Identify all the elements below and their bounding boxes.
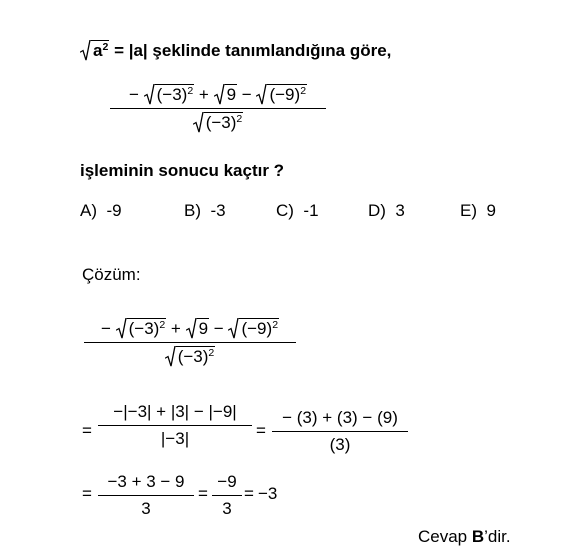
term1: (−3) [128,319,160,338]
sqrt-a-squared [80,40,109,61]
radical-sign-icon [165,346,176,367]
option-value: 9 [486,201,496,220]
option-label: E) [460,201,477,220]
option-b[interactable] [184,201,226,221]
radical-sign-icon [193,112,204,133]
step2-numerator: − (3) + (3) − (9) [282,408,398,427]
equals-sign: = [82,484,92,503]
fraction-bar [98,495,194,496]
radical-sign-icon [186,318,197,339]
sqrt-term3 [256,84,307,105]
solution-heading: Çözüm: [82,265,141,284]
den-term: (−3) [205,113,237,132]
sqrt-term1 [116,318,167,339]
step2-denominator: (3) [329,435,351,454]
option-e[interactable] [460,201,496,221]
term1-exponent: 2 [187,85,194,98]
equals-sign: = [198,484,208,503]
exponent: 2 [102,41,109,54]
equals-sign: = [82,421,92,440]
answer-line [418,527,511,547]
radical-sign-icon [116,318,127,339]
sqrt-term3 [228,318,279,339]
equals-sign: = [244,484,254,503]
expression-denominator [110,112,326,133]
expression-numerator [84,318,296,339]
term1-exponent: 2 [159,319,166,332]
question-expression [110,84,326,133]
term3: (−9) [269,85,301,104]
sqrt-term1 [144,84,195,105]
radical-sign-icon [256,84,267,105]
term2: 9 [198,319,209,338]
option-label: B) [184,201,201,220]
sqrt-term2 [186,318,209,339]
step3-numerator: −3 + 3 − 9 [107,472,185,491]
plus-sign: + [170,319,181,338]
fraction-bar [212,495,242,496]
answer-letter: B [471,527,485,546]
step1-fraction [98,402,252,449]
term3: (−9) [241,319,273,338]
term3-exponent: 2 [300,85,307,98]
option-value: -1 [303,201,319,220]
minus-sign: − [241,85,252,104]
option-value: -9 [106,201,122,220]
radical-sign-icon [144,84,155,105]
sqrt-den [165,346,216,367]
sqrt-term2 [214,84,237,105]
step1-numerator: −|−3| + |3| − |−9| [113,402,237,421]
equals-sign: = [256,421,266,440]
option-value: 3 [395,201,405,220]
step3-fraction [98,472,194,519]
answer-prefix: Cevap [418,527,472,546]
fraction-bar [98,425,252,426]
den-exponent: 2 [236,113,243,126]
fraction-bar [110,108,326,109]
step4-numerator: −9 [217,472,237,491]
step3-denominator: 3 [141,499,151,518]
den-exponent: 2 [208,347,215,360]
option-value: -3 [210,201,226,220]
solution-expression [84,318,296,367]
answer-suffix: ’dir. [484,527,511,546]
condition-line [80,40,391,61]
option-label: A) [80,201,97,220]
plus-sign: + [198,85,209,104]
step2-fraction [272,408,408,455]
question-prompt: işleminin sonucu kaçtır ? [80,161,285,180]
option-label: D) [368,201,386,220]
option-d[interactable] [368,201,405,221]
final-result: −3 [258,484,278,503]
term2: 9 [226,85,237,104]
option-c[interactable] [276,201,319,221]
radical-sign-icon [214,84,225,105]
minus-sign: − [213,319,224,338]
fraction-bar [272,431,408,432]
step1-denominator: |−3| [160,429,190,448]
sqrt-den [193,112,244,133]
condition-text: = |a| şeklinde tanımlandığına göre, [114,41,392,60]
term1: (−3) [156,85,188,104]
step4-denominator: 3 [222,499,232,518]
fraction-bar [84,342,296,343]
radical-sign-icon [80,40,91,61]
minus-sign: − [128,85,139,104]
den-term: (−3) [177,347,209,366]
option-label: C) [276,201,294,220]
expression-denominator [84,346,296,367]
expression-numerator [110,84,326,105]
radical-sign-icon [228,318,239,339]
step4-fraction [212,472,242,519]
option-a[interactable] [80,201,122,221]
term3-exponent: 2 [272,319,279,332]
radicand: a [93,41,103,60]
minus-sign: − [100,319,111,338]
